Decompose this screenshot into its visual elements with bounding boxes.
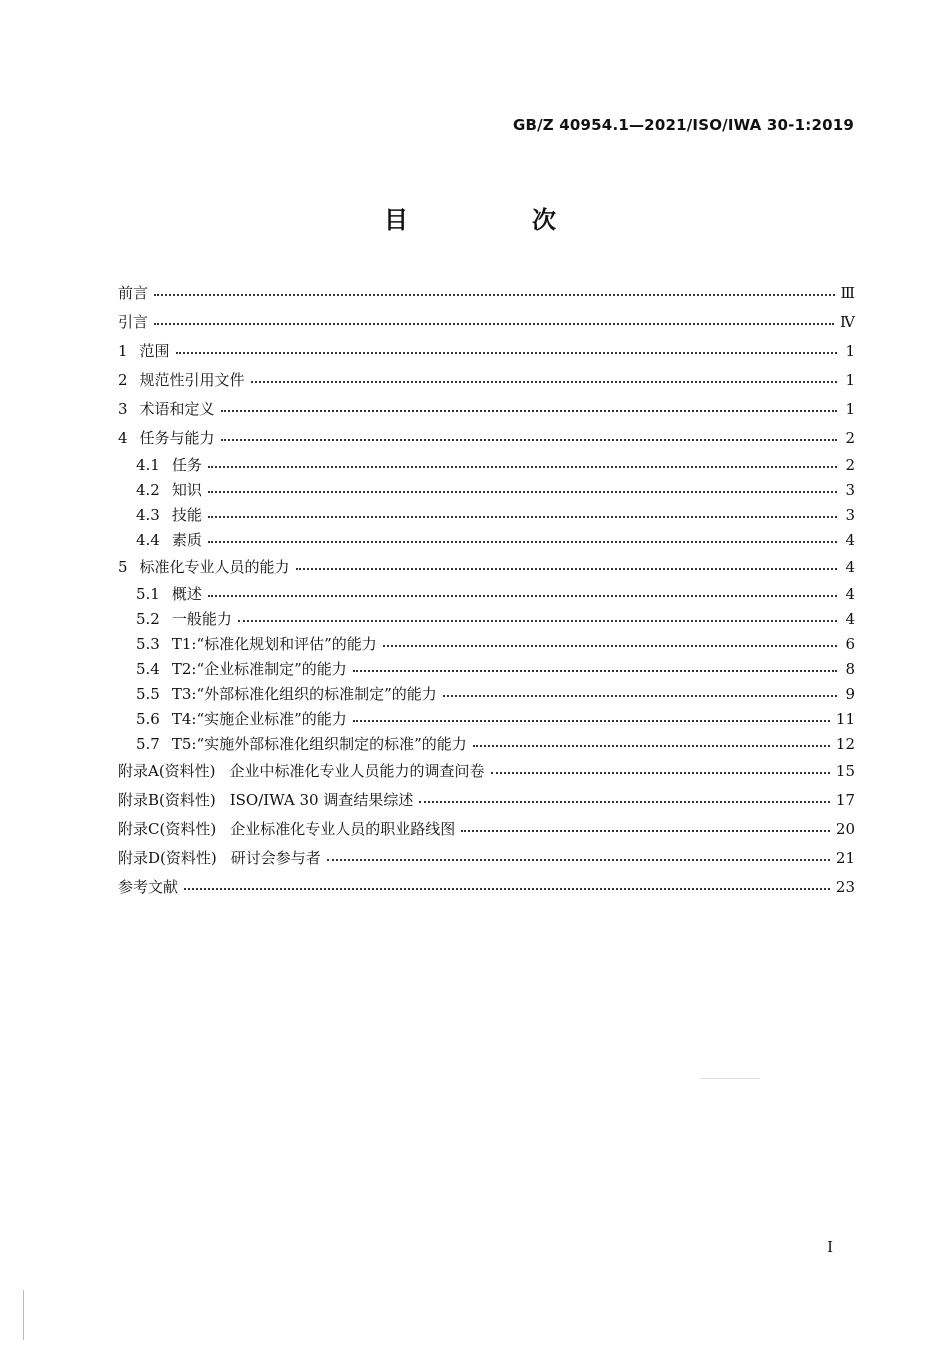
toc-entry-page: 4 (845, 584, 855, 603)
toc-entry-page: 3 (845, 505, 855, 524)
toc-entry-number: 附录A(资料性) (118, 762, 216, 780)
toc-entry-number: 附录D(资料性) (118, 849, 217, 867)
scan-artifact (23, 1290, 24, 1340)
toc-entry-title: 任务与能力 (139, 429, 215, 447)
toc-entry-title: 范围 (139, 342, 170, 360)
toc-entry-page: 1 (845, 399, 855, 418)
toc-entry-number: 5.4 (136, 659, 160, 678)
toc-entry-number: 附录B(资料性) (118, 791, 216, 809)
table-of-contents (118, 278, 855, 901)
toc-entry[interactable] (118, 631, 855, 656)
toc-entry-page: 17 (835, 790, 855, 809)
toc-leader-dots (353, 719, 830, 722)
toc-leader-dots (383, 644, 837, 647)
toc-entry-number: 5.2 (136, 609, 160, 628)
toc-leader-dots (154, 293, 835, 296)
toc-leader-dots (208, 490, 837, 493)
toc-entry-title: 企业中标准化专业人员能力的调查问卷 (229, 762, 485, 780)
toc-leader-dots (461, 829, 830, 832)
toc-leader-dots (221, 409, 837, 412)
toc-entry-title: 素质 (171, 531, 202, 549)
toc-entry[interactable] (118, 706, 855, 731)
toc-entry-number: 4.1 (136, 455, 160, 474)
toc-entry-number: 4.3 (136, 505, 160, 524)
toc-entry-page: 2 (845, 455, 855, 474)
toc-entry-title: 前言 (118, 284, 149, 302)
toc-entry-title: T5:“实施外部标准化组织制定的标准”的能力 (171, 735, 467, 753)
toc-entry-title: 技能 (171, 506, 202, 524)
toc-entry[interactable] (118, 785, 855, 814)
toc-leader-dots (208, 515, 837, 518)
toc-entry-number: 5.1 (136, 584, 160, 603)
toc-entry-title: T1:“标准化规划和评估”的能力 (171, 635, 377, 653)
toc-entry[interactable] (118, 606, 855, 631)
toc-entry-title: T3:“外部标准化组织的标准制定”的能力 (171, 685, 437, 703)
toc-entry-page: 1 (845, 370, 855, 389)
toc-entry[interactable] (118, 452, 855, 477)
toc-entry-number: 5.7 (136, 734, 160, 753)
toc-entry[interactable] (118, 681, 855, 706)
toc-entry-number: 3 (118, 399, 128, 418)
toc-leader-dots (419, 800, 830, 803)
toc-entry-title: T4:“实施企业标准”的能力 (171, 710, 347, 728)
toc-entry-page: 6 (845, 634, 855, 653)
toc-leader-dots (443, 694, 837, 697)
toc-entry-page: 1 (845, 341, 855, 360)
toc-entry-page: 4 (845, 530, 855, 549)
toc-entry-title: 企业标准化专业人员的职业路线图 (230, 820, 456, 838)
toc-entry-number: 5 (118, 557, 128, 576)
toc-entry[interactable] (118, 502, 855, 527)
toc-entry-title: 研讨会参与者 (230, 849, 321, 867)
toc-entry-page: 4 (845, 609, 855, 628)
toc-entry[interactable] (118, 307, 855, 336)
toc-entry-title: 标准化专业人员的能力 (139, 558, 290, 576)
toc-entry-title: 知识 (171, 481, 202, 499)
toc-entry-title: ISO/IWA 30 调查结果综述 (229, 791, 414, 809)
toc-entry-title: 引言 (118, 313, 149, 331)
toc-entry-page: 15 (835, 761, 855, 780)
page-title: 目 次 (384, 206, 606, 234)
toc-entry-page: 9 (845, 684, 855, 703)
toc-entry[interactable] (118, 527, 855, 552)
toc-leader-dots (296, 567, 837, 570)
toc-leader-dots (208, 465, 837, 468)
toc-leader-dots (491, 771, 830, 774)
toc-entry-title: T2:“企业标准制定”的能力 (171, 660, 347, 678)
toc-entry-page: Ⅲ (840, 283, 855, 302)
standard-number: GB/Z 40954.1—2021/ISO/IWA 30-1:2019 (512, 116, 854, 134)
toc-entry-number: 1 (118, 341, 128, 360)
toc-entry-title: 参考文献 (118, 878, 179, 896)
toc-entry-title: 规范性引用文件 (139, 371, 245, 389)
toc-entry[interactable] (118, 278, 855, 307)
toc-entry-page: 8 (845, 659, 855, 678)
toc-entry-page: 2 (845, 428, 855, 447)
toc-entry-title: 术语和定义 (139, 400, 215, 418)
toc-leader-dots (154, 322, 834, 325)
toc-entry-number: 4.2 (136, 480, 160, 499)
toc-entry-number: 5.3 (136, 634, 160, 653)
toc-entry[interactable] (118, 731, 855, 756)
toc-leader-dots (473, 744, 830, 747)
toc-entry-number: 2 (118, 370, 128, 389)
toc-leader-dots (251, 380, 837, 383)
toc-entry-number: 5.5 (136, 684, 160, 703)
toc-leader-dots (208, 540, 837, 543)
toc-leader-dots (353, 669, 837, 672)
toc-entry[interactable] (118, 814, 855, 843)
toc-leader-dots (176, 351, 837, 354)
toc-entry-number: 4.4 (136, 530, 160, 549)
toc-entry-page: 11 (835, 709, 855, 728)
toc-entry[interactable] (118, 477, 855, 502)
toc-entry-page: 12 (835, 734, 855, 753)
toc-entry-page: 23 (835, 877, 855, 896)
toc-entry-title: 任务 (171, 456, 202, 474)
toc-entry-number: 附录C(资料性) (118, 820, 217, 838)
toc-entry-page: Ⅳ (840, 312, 855, 331)
toc-entry[interactable] (118, 656, 855, 681)
toc-entry-number: 4 (118, 428, 128, 447)
scan-artifact (700, 1078, 760, 1079)
toc-entry[interactable] (118, 872, 855, 901)
toc-entry[interactable] (118, 581, 855, 606)
toc-entry[interactable] (118, 756, 855, 785)
toc-entry-number: 5.6 (136, 709, 160, 728)
toc-entry-page: 3 (845, 480, 855, 499)
toc-leader-dots (327, 858, 830, 861)
toc-leader-dots (184, 887, 830, 890)
toc-entry[interactable] (118, 365, 855, 394)
toc-entry[interactable] (118, 552, 855, 581)
toc-entry-title: 概述 (171, 585, 202, 603)
toc-leader-dots (238, 619, 837, 622)
page-number: I (827, 1238, 833, 1256)
toc-entry-page: 4 (845, 557, 855, 576)
toc-entry[interactable] (118, 394, 855, 423)
toc-entry[interactable] (118, 843, 855, 872)
toc-entry[interactable] (118, 336, 855, 365)
toc-entry[interactable] (118, 423, 855, 452)
toc-leader-dots (221, 438, 837, 441)
toc-entry-page: 20 (835, 819, 855, 838)
toc-entry-page: 21 (835, 848, 855, 867)
toc-leader-dots (208, 594, 837, 597)
toc-entry-title: 一般能力 (171, 610, 232, 628)
